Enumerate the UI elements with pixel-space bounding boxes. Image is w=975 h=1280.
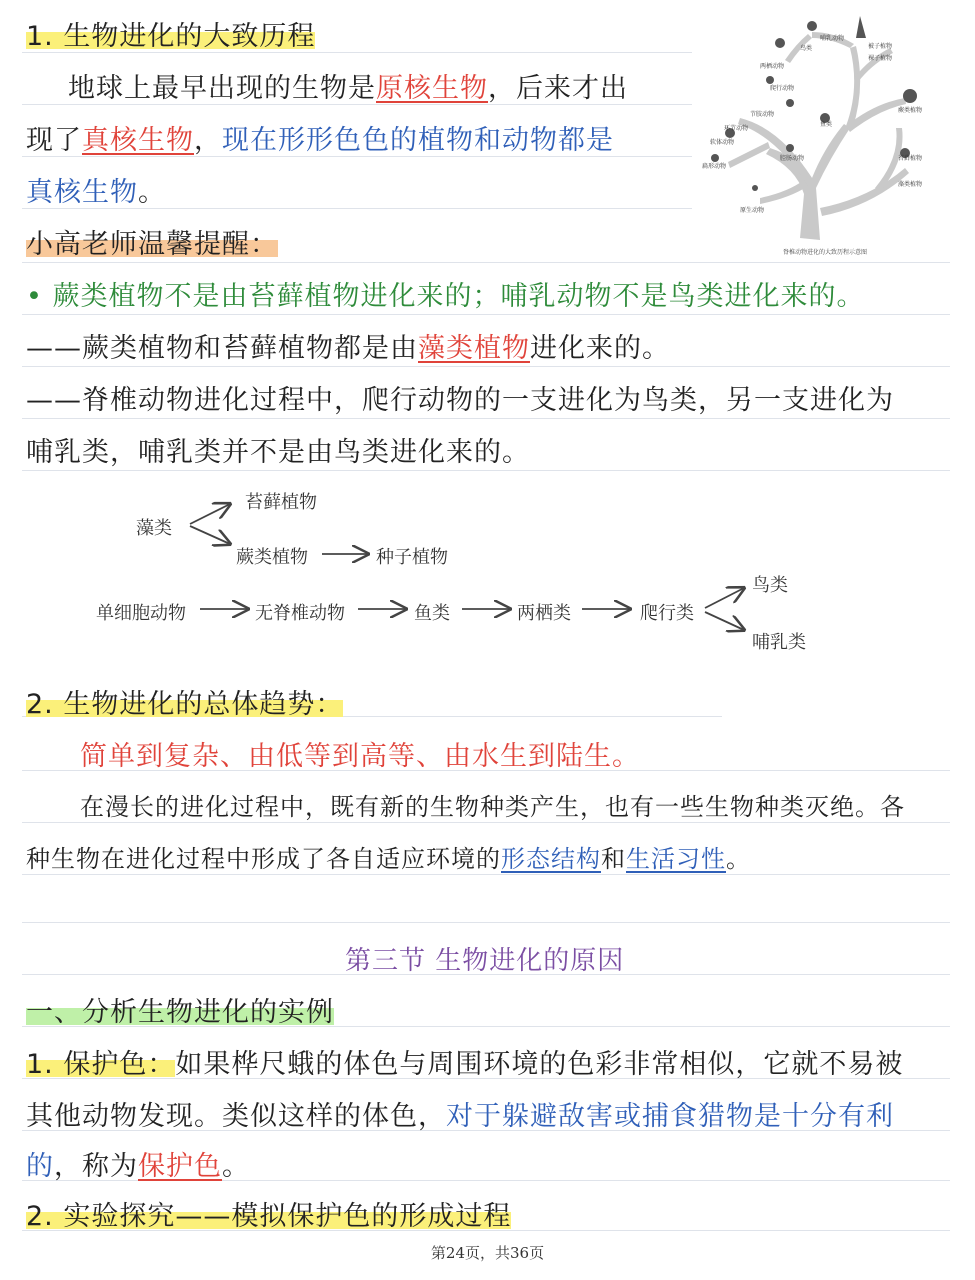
text: 。 xyxy=(138,177,166,208)
diagram-node-invertebrate: 无脊椎动物 xyxy=(255,603,345,624)
key-term-habit: 生活习性 xyxy=(626,845,726,873)
paragraph-line: 在漫长的进化过程中，既有新的生物种类产生，也有一些生物种类灭绝。各 xyxy=(80,793,905,821)
text: 和 xyxy=(601,845,626,873)
arrow xyxy=(705,588,744,608)
bullet: • xyxy=(26,281,43,312)
text: 哺乳类，哺乳类并不是由鸟类进化来的。 xyxy=(26,437,530,468)
tree-label: 裸子植物 xyxy=(868,55,893,62)
blue-text: 对于躲避敌害或捕食猎物是十分有利 xyxy=(446,1101,894,1132)
text: ， xyxy=(194,125,222,156)
text: 地球上最早出现的生物是 xyxy=(68,73,376,104)
tree-label: 蕨类植物 xyxy=(898,107,923,114)
tree-label: 两栖动物 xyxy=(760,63,785,70)
section-heading xyxy=(26,1200,511,1234)
key-term-eukaryote: 真核生物 xyxy=(82,125,194,156)
tree-label: 鱼类 xyxy=(820,121,833,128)
tree-label: 哺乳动物 xyxy=(820,35,845,42)
tree-label: 原生动物 xyxy=(740,207,765,214)
blue-text: 现在形形色色的植物和动物都是 xyxy=(222,125,614,156)
text: ——蕨类植物和苔藓植物都是由 xyxy=(26,333,418,364)
text: 。 xyxy=(726,845,751,873)
text: 进化来的。 xyxy=(530,333,670,364)
trend-line: 简单到复杂、由低等到高等、由水生到陆生。 xyxy=(80,741,640,772)
tree-label: 苔藓植物 xyxy=(898,155,923,162)
text: 。 xyxy=(222,1151,250,1182)
tree-label: 软体动物 xyxy=(710,139,735,146)
tree-label: 藻类植物 xyxy=(898,181,923,188)
blue-text: 的 xyxy=(26,1151,54,1182)
tree-label: 鸟类 xyxy=(800,45,813,52)
tree-caption: 脊椎动物进化的大致历程示意图 xyxy=(782,249,868,256)
key-term-algae: 藻类植物 xyxy=(418,333,530,364)
section-heading-text: 2. 生物进化的总体趋势： xyxy=(26,689,344,720)
diagram-node-bird: 鸟类 xyxy=(752,575,788,596)
tip-heading-text: 小高老师温馨提醒： xyxy=(26,229,278,260)
section-heading-text: 2. 实验探究——模拟保护色的形成过程 xyxy=(26,1201,512,1232)
tree-label: 扁形动物 xyxy=(702,163,727,170)
paragraph-line xyxy=(26,1100,894,1134)
arrow xyxy=(190,526,230,544)
key-term-prokaryote: 原核生物 xyxy=(376,73,488,104)
text: ，称为 xyxy=(54,1151,138,1182)
text: 种生物在进化过程中形成了各自适应环境的 xyxy=(26,845,501,873)
paragraph-line xyxy=(26,842,751,876)
diagram-node-reptile: 爬行类 xyxy=(640,603,694,624)
diagram-node-algae: 藻类 xyxy=(136,518,172,539)
section-heading-text: 1. 生物进化的大致历程 xyxy=(26,21,316,52)
arrow xyxy=(190,504,230,524)
diagram-node-mammal: 哺乳类 xyxy=(752,632,806,653)
text: ——脊椎动物进化过程中，爬行动物的一支进化为鸟类，另一支进化为 xyxy=(26,385,894,416)
item-label: 1. 保护色： xyxy=(26,1049,176,1080)
tree-label: 腔肠动物 xyxy=(780,155,805,162)
arrow xyxy=(705,612,744,630)
subsection-heading xyxy=(26,996,334,1030)
key-term-protective-color: 保护色 xyxy=(138,1151,222,1182)
chapter-title: 第三节 生物进化的原因 xyxy=(345,946,625,976)
text: 其他动物发现。类似这样的体色， xyxy=(26,1101,446,1132)
tree-label: 爬行动物 xyxy=(770,85,795,92)
diagram-node-fish: 鱼类 xyxy=(414,603,450,624)
key-term-form: 形态结构 xyxy=(501,845,601,873)
notebook-rule xyxy=(22,922,950,923)
subsection-heading-text: 一、分析生物进化的实例 xyxy=(26,997,334,1028)
diagram-node-unicellular: 单细胞动物 xyxy=(96,603,186,624)
diagram-node-moss: 苔藓植物 xyxy=(245,492,317,513)
tree-label: 被子植物 xyxy=(868,43,893,50)
page-number: 第24页，共36页 xyxy=(430,1244,545,1262)
paragraph-line xyxy=(26,1150,250,1184)
diagram-node-fern: 蕨类植物 xyxy=(236,547,308,568)
diagram-node-seed: 种子植物 xyxy=(376,547,448,568)
diagram-node-amphibian: 两栖类 xyxy=(517,603,571,624)
tree-label: 环节动物 xyxy=(724,125,749,132)
blue-text: 真核生物 xyxy=(26,177,138,208)
text: 如果桦尺蛾的体色与周围环境的色彩非常相似，它就不易被 xyxy=(175,1049,904,1080)
section-heading xyxy=(26,688,343,722)
text: ，后来才出 xyxy=(488,73,628,104)
tree-label: 节肢动物 xyxy=(750,111,775,118)
text: 现了 xyxy=(26,125,82,156)
paragraph-line xyxy=(26,1048,903,1082)
text: 蕨类植物不是由苔藓植物进化来的；哺乳动物不是鸟类进化来的。 xyxy=(52,281,865,312)
